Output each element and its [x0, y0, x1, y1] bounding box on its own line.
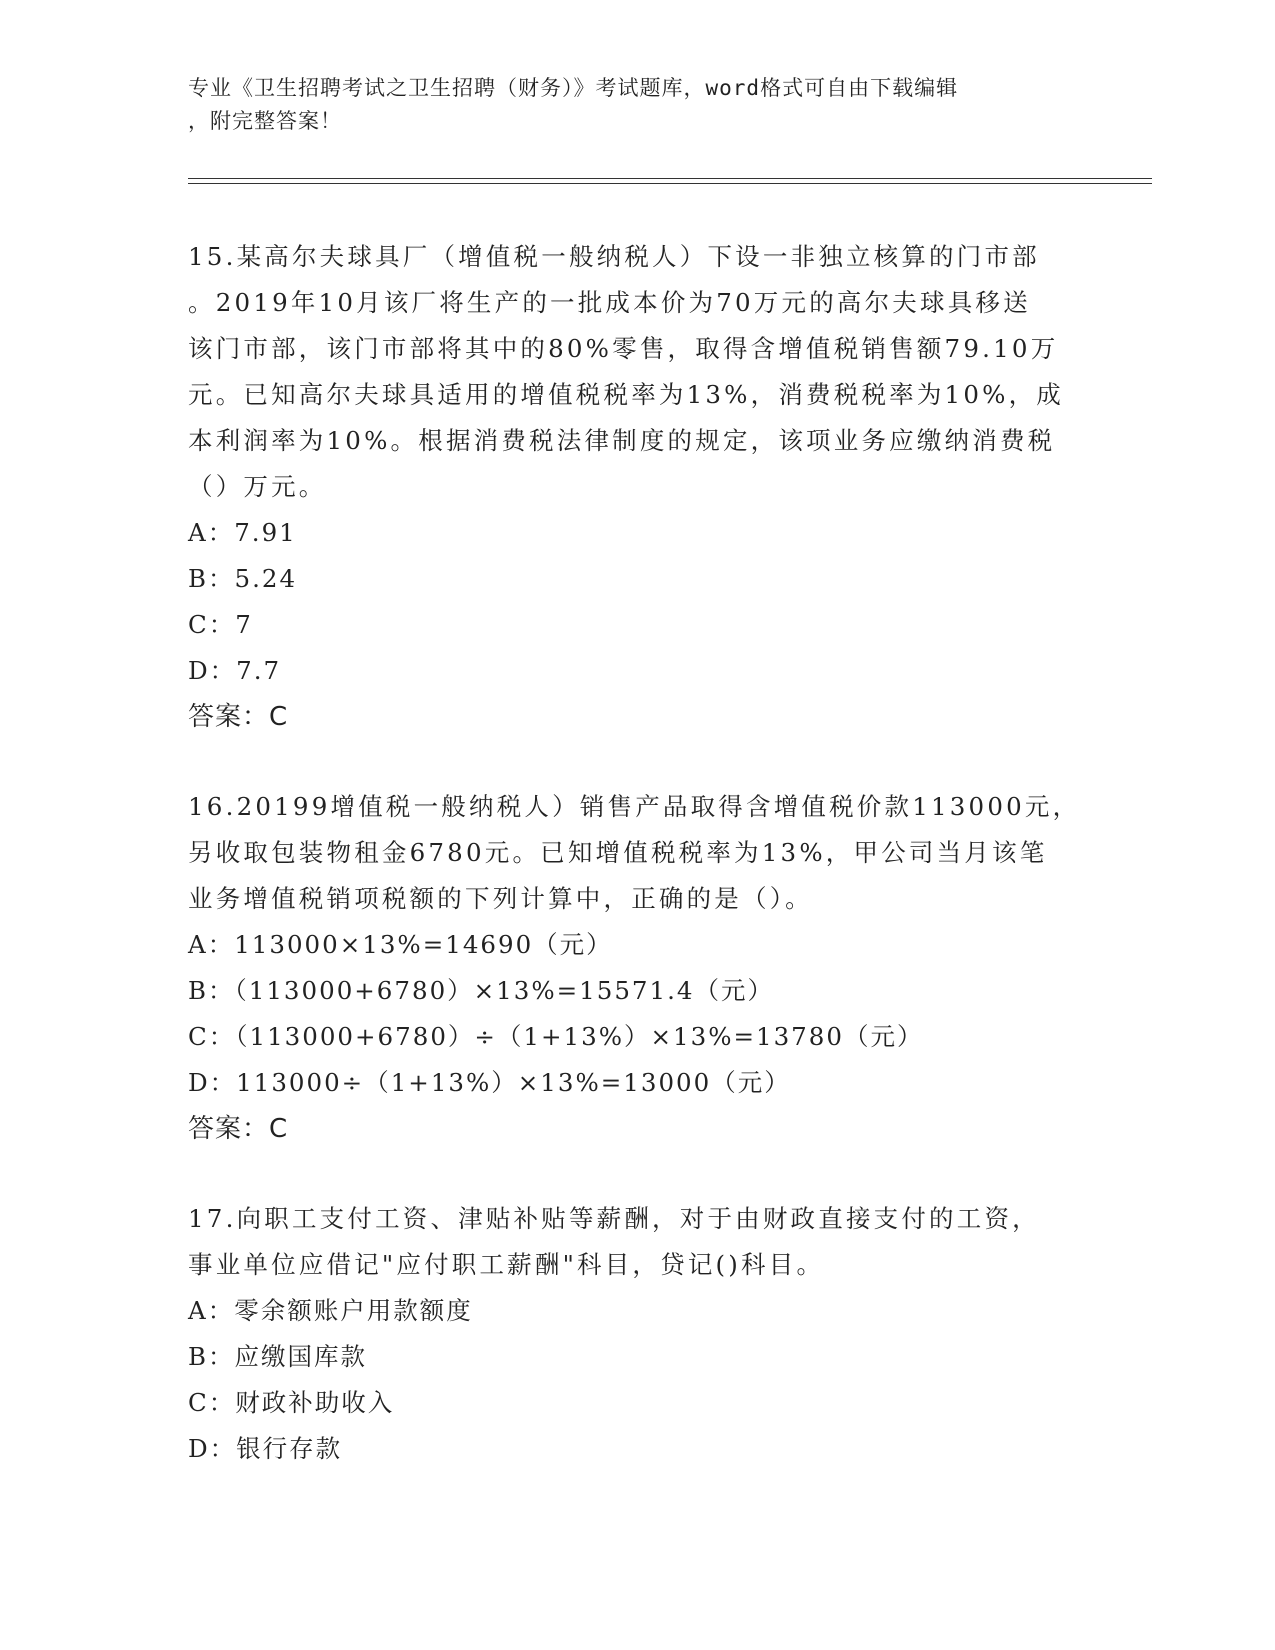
- document-header: [188, 72, 1068, 138]
- question-stem-line: 元。已知高尔夫球具适用的增值税税率为13%，消费税税率为10%，成: [188, 380, 1065, 409]
- option-c: C：（113000+6780）÷（1+13%）×13%=13780（元）: [188, 1022, 924, 1051]
- header-divider-top: [188, 178, 1152, 179]
- question-16: [188, 784, 1088, 1152]
- question-stem-line: 业务增值税销项税额的下列计算中，正确的是（）。: [188, 884, 813, 913]
- option-d: D：113000÷（1+13%）×13%=13000（元）: [188, 1068, 791, 1097]
- answer-label: 答案：C: [188, 702, 289, 732]
- option-a: A：113000×13%=14690（元）: [188, 930, 613, 959]
- question-stem-line: 16.20199增值税一般纳税人）销售产品取得含增值税价款113000元，: [188, 792, 1081, 821]
- option-a: A：零余额账户用款额度: [188, 1296, 473, 1325]
- option-d: D：7.7: [188, 656, 282, 685]
- answer-label: 答案：C: [188, 1114, 289, 1144]
- question-stem-line: 。2019年10月该厂将生产的一批成本价为70万元的高尔夫球具移送: [188, 288, 1031, 317]
- option-a: A：7.91: [188, 518, 297, 547]
- option-d: D：银行存款: [188, 1434, 343, 1463]
- question-stem-line: 事业单位应借记"应付职工薪酬"科目，贷记()科目。: [188, 1250, 825, 1279]
- header-line-2: ，附完整答案！: [188, 109, 342, 133]
- option-b: B：5.24: [188, 564, 298, 593]
- header-line-1: 专业《卫生招聘考试之卫生招聘（财务）》考试题库，word格式可自由下载编辑: [188, 76, 959, 100]
- header-divider-bottom: [188, 183, 1152, 184]
- question-stem-line: 本利润率为10%。根据消费税法律制度的规定，该项业务应缴纳消费税: [188, 426, 1056, 455]
- option-b: B：应缴国库款: [188, 1342, 368, 1371]
- question-17: [188, 1196, 1088, 1472]
- question-stem-line: 15.某高尔夫球具厂（增值税一般纳税人）下设一非独立核算的门市部: [188, 242, 1040, 271]
- option-c: C：财政补助收入: [188, 1388, 395, 1417]
- question-stem-line: 17.向职工支付工资、津贴补贴等薪酬，对于由财政直接支付的工资，: [188, 1204, 1040, 1233]
- question-15: [188, 234, 1088, 740]
- question-stem-line: （）万元。: [188, 472, 327, 501]
- option-b: B：（113000+6780）×13%=15571.4（元）: [188, 976, 774, 1005]
- option-c: C：7: [188, 610, 253, 639]
- question-stem-line: 另收取包装物租金6780元。已知增值税税率为13%，甲公司当月该笔: [188, 838, 1048, 867]
- question-stem-line: 该门市部，该门市部将其中的80%零售，取得含增值税销售额79.10万: [188, 334, 1059, 363]
